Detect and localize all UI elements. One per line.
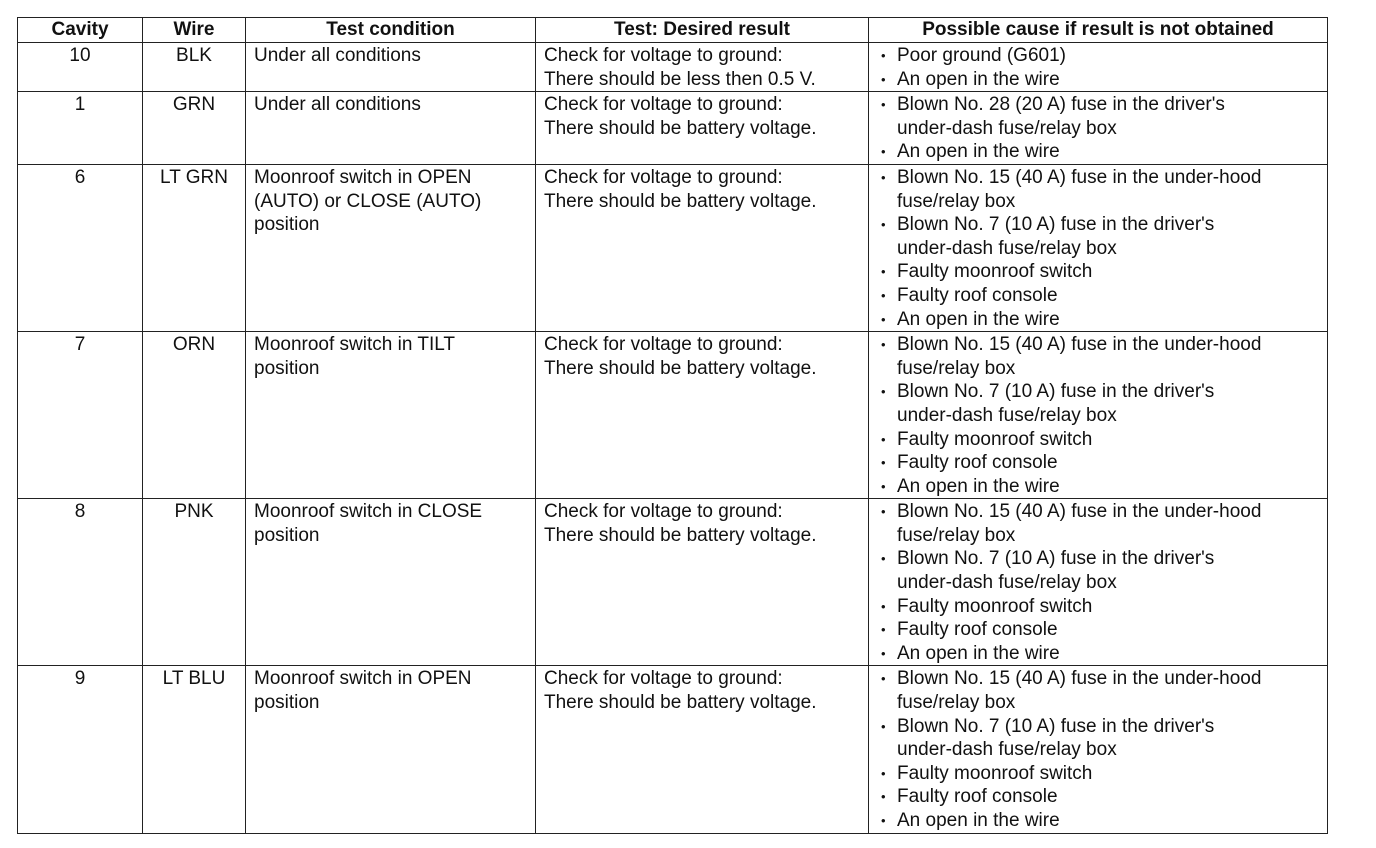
- bullet-icon: •: [881, 169, 886, 185]
- desired-result-cell: [536, 92, 869, 165]
- cause-list-item: [877, 475, 1319, 499]
- wire-cell: LT BLU: [143, 666, 246, 833]
- cause-list: [877, 166, 1319, 331]
- cause-list-item: [877, 140, 1319, 164]
- bullet-icon: •: [881, 455, 886, 471]
- bullet-icon: •: [881, 765, 886, 781]
- cause-line: fuse/relay box: [897, 692, 1016, 714]
- cavity-cell: 1: [18, 92, 143, 165]
- desired-result-line: There should be battery voltage.: [544, 117, 817, 139]
- cause-list-item: [877, 333, 1319, 380]
- cause-line: Faulty roof console: [897, 452, 1058, 474]
- cause-list: [877, 667, 1319, 832]
- desired-result-line: Check for voltage to ground:: [544, 45, 783, 66]
- cause-line: Blown No. 15 (40 A) fuse in the under-hood: [897, 334, 1262, 356]
- cause-line: under-dash fuse/relay box: [897, 237, 1117, 259]
- bullet-icon: •: [881, 48, 886, 63]
- cause-list: [877, 500, 1319, 665]
- cause-line: An open in the wire: [897, 475, 1060, 497]
- cause-line: under-dash fuse/relay box: [897, 117, 1117, 139]
- wire-cell: LT GRN: [143, 164, 246, 331]
- table-row: [18, 43, 1328, 92]
- desired-result-cell: [536, 499, 869, 666]
- test-condition-cell: [246, 164, 536, 331]
- possible-cause-cell: [869, 43, 1328, 92]
- test-condition-line: position: [254, 214, 320, 236]
- bullet-icon: •: [881, 813, 886, 828]
- cause-line: Blown No. 7 (10 A) fuse in the driver's: [897, 548, 1215, 570]
- cause-line: An open in the wire: [897, 141, 1060, 163]
- possible-cause-cell: [869, 499, 1328, 666]
- cause-line: Faulty moonroof switch: [897, 261, 1093, 283]
- cause-list-item: [877, 667, 1319, 714]
- cause-line: An open in the wire: [897, 68, 1060, 90]
- desired-result-line: There should be battery voltage.: [544, 357, 817, 379]
- bullet-icon: •: [881, 384, 886, 400]
- cause-line: Blown No. 15 (40 A) fuse in the under-hood: [897, 166, 1262, 188]
- cause-line: Poor ground (G601): [897, 45, 1066, 66]
- test-condition-line: Moonroof switch in OPEN: [254, 166, 472, 188]
- table-row: [18, 499, 1328, 666]
- bullet-icon: •: [881, 264, 886, 280]
- wire-cell: BLK: [143, 43, 246, 92]
- bullet-icon: •: [881, 287, 886, 303]
- bullet-icon: •: [881, 551, 886, 567]
- bullet-icon: •: [881, 478, 886, 494]
- bullet-icon: •: [881, 144, 886, 160]
- bullet-icon: •: [881, 311, 886, 327]
- cause-list-item: [877, 44, 1319, 68]
- cause-list-item: [877, 762, 1319, 786]
- cause-list: [877, 333, 1319, 498]
- cause-list-item: [877, 595, 1319, 619]
- cause-list: [877, 44, 1319, 91]
- desired-result-cell: [536, 43, 869, 92]
- cause-line: fuse/relay box: [897, 190, 1016, 212]
- wire-cell: ORN: [143, 332, 246, 499]
- cause-line: Faulty roof console: [897, 786, 1058, 808]
- test-condition-line: Under all conditions: [254, 94, 421, 116]
- cause-list-item: [877, 500, 1319, 547]
- cause-list-item: [877, 308, 1319, 332]
- bullet-icon: •: [881, 504, 886, 520]
- desired-result-line: Check for voltage to ground:: [544, 334, 783, 356]
- desired-result-cell: [536, 164, 869, 331]
- cause-list-item: [877, 809, 1319, 833]
- cavity-cell: 9: [18, 666, 143, 833]
- cause-line: fuse/relay box: [897, 524, 1016, 546]
- cause-line: Faulty moonroof switch: [897, 428, 1093, 450]
- cause-line: An open in the wire: [897, 642, 1060, 664]
- bullet-icon: •: [881, 789, 886, 805]
- cavity-cell: 10: [18, 43, 143, 92]
- cause-list-item: [877, 642, 1319, 666]
- bullet-icon: •: [881, 622, 886, 638]
- cause-list-item: [877, 260, 1319, 284]
- cause-line: Faulty roof console: [897, 619, 1058, 641]
- test-condition-cell: [246, 43, 536, 92]
- table-body: [18, 43, 1328, 834]
- table-row: [18, 164, 1328, 331]
- cavity-cell: 8: [18, 499, 143, 666]
- desired-result-line: There should be less then 0.5 V.: [544, 68, 816, 90]
- test-condition-line: position: [254, 357, 320, 379]
- test-condition-line: (AUTO) or CLOSE (AUTO): [254, 190, 482, 212]
- cause-list-item: [877, 68, 1319, 92]
- cause-line: under-dash fuse/relay box: [897, 404, 1117, 426]
- test-condition-cell: [246, 92, 536, 165]
- test-condition-cell: [246, 666, 536, 833]
- table-row: [18, 92, 1328, 165]
- cause-line: Blown No. 15 (40 A) fuse in the under-hood: [897, 501, 1262, 523]
- test-condition-cell: [246, 332, 536, 499]
- bullet-icon: •: [881, 718, 886, 734]
- cause-line: Faulty moonroof switch: [897, 595, 1093, 617]
- cavity-cell: 7: [18, 332, 143, 499]
- bullet-icon: •: [881, 598, 886, 614]
- cavity-cell: 6: [18, 164, 143, 331]
- desired-result-line: Check for voltage to ground:: [544, 94, 783, 116]
- cause-line: An open in the wire: [897, 810, 1060, 831]
- desired-result-line: There should be battery voltage.: [544, 190, 817, 212]
- cause-line: fuse/relay box: [897, 357, 1016, 379]
- bullet-icon: •: [881, 431, 886, 447]
- bullet-icon: •: [881, 337, 886, 353]
- cause-list: [877, 93, 1319, 164]
- possible-cause-cell: [869, 666, 1328, 833]
- cause-list-item: [877, 451, 1319, 475]
- cause-line: Faulty moonroof switch: [897, 762, 1093, 784]
- possible-cause-cell: [869, 92, 1328, 165]
- cause-list-item: [877, 284, 1319, 308]
- desired-result-cell: [536, 666, 869, 833]
- possible-cause-cell: [869, 332, 1328, 499]
- cause-list-item: [877, 166, 1319, 213]
- cause-list-item: [877, 547, 1319, 594]
- possible-cause-cell: [869, 164, 1328, 331]
- desired-result-line: There should be battery voltage.: [544, 692, 817, 714]
- desired-result-line: Check for voltage to ground:: [544, 501, 783, 523]
- desired-result-line: Check for voltage to ground:: [544, 668, 783, 690]
- cause-line: An open in the wire: [897, 308, 1060, 330]
- header-wire: Wire: [143, 18, 246, 43]
- cause-line: under-dash fuse/relay box: [897, 572, 1117, 594]
- test-condition-line: Moonroof switch in OPEN: [254, 668, 472, 690]
- bullet-icon: •: [881, 217, 886, 233]
- header-desired-result: Test: Desired result: [536, 18, 869, 43]
- cause-list-item: [877, 213, 1319, 260]
- table-row: [18, 666, 1328, 833]
- test-condition-cell: [246, 499, 536, 666]
- bullet-icon: •: [881, 645, 886, 661]
- header-cavity: Cavity: [18, 18, 143, 43]
- cause-list-item: [877, 785, 1319, 809]
- cause-line: Faulty roof console: [897, 284, 1058, 306]
- table-row: [18, 332, 1328, 499]
- header-test-condition: Test condition: [246, 18, 536, 43]
- cause-list-item: [877, 715, 1319, 762]
- cause-line: under-dash fuse/relay box: [897, 739, 1117, 761]
- test-condition-line: Under all conditions: [254, 45, 421, 66]
- table-header-row: [18, 18, 1328, 43]
- test-condition-line: Moonroof switch in TILT: [254, 334, 455, 356]
- cause-list-item: [877, 93, 1319, 140]
- bullet-icon: •: [881, 97, 886, 113]
- cause-line: Blown No. 28 (20 A) fuse in the driver's: [897, 94, 1225, 116]
- cause-line: Blown No. 7 (10 A) fuse in the driver's: [897, 715, 1215, 737]
- wire-cell: PNK: [143, 499, 246, 666]
- test-condition-line: Moonroof switch in CLOSE: [254, 501, 483, 523]
- cause-list-item: [877, 428, 1319, 452]
- desired-result-line: There should be battery voltage.: [544, 524, 817, 546]
- bullet-icon: •: [881, 71, 886, 87]
- desired-result-cell: [536, 332, 869, 499]
- cause-line: Blown No. 7 (10 A) fuse in the driver's: [897, 381, 1215, 403]
- cause-list-item: [877, 618, 1319, 642]
- test-condition-line: position: [254, 692, 320, 714]
- cause-list-item: [877, 380, 1319, 427]
- cause-line: Blown No. 15 (40 A) fuse in the under-hood: [897, 668, 1262, 690]
- header-possible-cause: Possible cause if result is not obtained: [869, 18, 1328, 43]
- desired-result-line: Check for voltage to ground:: [544, 166, 783, 188]
- cause-line: Blown No. 7 (10 A) fuse in the driver's: [897, 214, 1215, 236]
- diagnostic-table: [17, 17, 1328, 834]
- bullet-icon: •: [881, 671, 886, 687]
- test-condition-line: position: [254, 524, 320, 546]
- wire-cell: GRN: [143, 92, 246, 165]
